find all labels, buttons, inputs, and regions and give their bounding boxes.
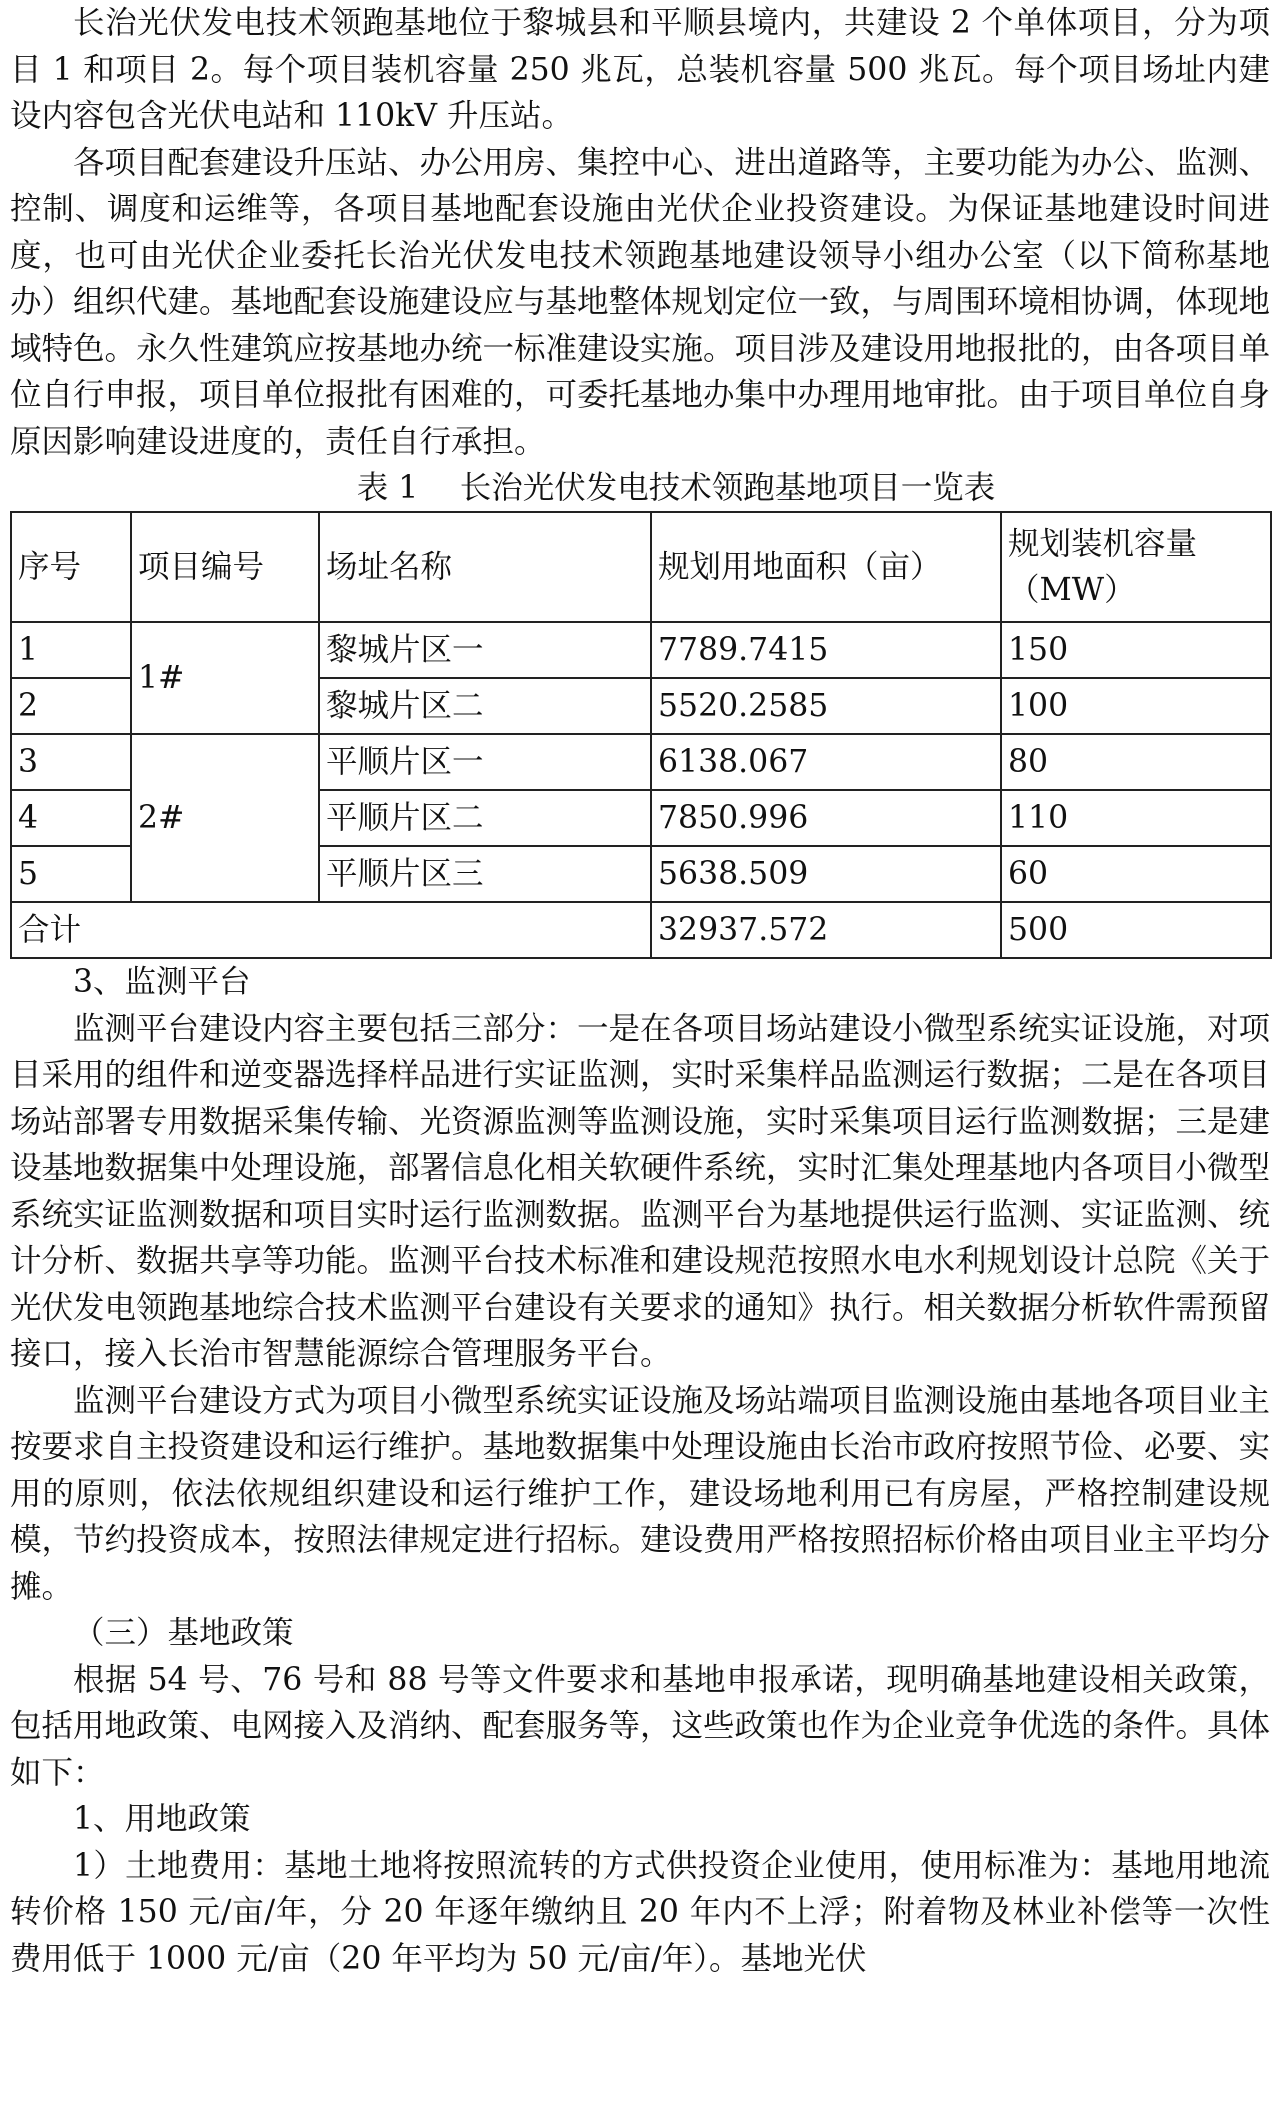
cell-capacity: 80 (1001, 734, 1271, 790)
paragraph-land-fee: 1）土地费用：基地土地将按照流转的方式供投资企业使用，使用标准为：基地用地流转价格 150 元/亩/年，分 20 年逐年缴纳且 20 年内不上浮；附着物及林业补偿等一次性费用低于 1000 元/亩（20 年平均为 50 元/亩/年）。基地光伏 (10, 1847, 1270, 1977)
cell-project: 2# (131, 734, 319, 902)
cell-capacity: 150 (1001, 622, 1271, 678)
header-seq: 序号 (11, 512, 131, 622)
table-total-row (11, 902, 1271, 958)
table-caption: 表 1 长治光伏发电技术领跑基地项目一览表 (356, 470, 996, 506)
cell-seq: 4 (11, 790, 131, 846)
header-area: 规划用地面积（亩） (651, 512, 1001, 622)
project-table (10, 511, 1272, 959)
cell-site: 平顺片区二 (319, 790, 651, 846)
paragraph-monitoring-method: 监测平台建设方式为项目小微型系统实证设施及场站端项目监测设施由基地各项目业主按要求自主投资建设和运行维护。基地数据集中处理设施由长治市政府按照节俭、必要、实用的原则，依法依规组织建设和运行维护工作，建设场地利用已有房屋，严格控制建设规模，节约投资成本，按照法律规定进行招标。建设费用严格按照招标价格由项目业主平均分摊。 (10, 1382, 1271, 1605)
paragraph-monitoring-content: 监测平台建设内容主要包括三部分：一是在各项目场站建设小微型系统实证设施，对项目采用的组件和逆变器选择样品进行实证监测，实时采集样品监测运行数据；二是在各项目场站部署专用数据采集传输、光资源监测等监测设施，实时采集项目运行监测数据；三是建设基地数据集中处理设施，部署信息化相关软硬件系统，实时汇集处理基地内各项目小微型系统实证监测数据和项目实时运行监测数据。监测平台为基地提供运行监测、实证监测、统计分析、数据共享等功能。监测平台技术标准和建设规范按照水电水利规划设计总院《关于光伏发电领跑基地综合技术监测平台建设有关要求的通知》执行。相关数据分析软件需预留接口，接入长治市智慧能源综合管理服务平台。 (10, 1010, 1271, 1372)
section-heading-monitoring: 3、监测平台 (73, 964, 251, 1000)
table-row (11, 622, 1271, 678)
cell-seq: 5 (11, 846, 131, 902)
cell-total-capacity: 500 (1001, 902, 1271, 958)
cell-capacity: 60 (1001, 846, 1271, 902)
cell-area: 5520.2585 (651, 678, 1001, 734)
cell-seq: 3 (11, 734, 131, 790)
table-header-row (11, 512, 1271, 622)
header-project: 项目编号 (131, 512, 319, 622)
cell-seq: 2 (11, 678, 131, 734)
cell-site: 平顺片区三 (319, 846, 651, 902)
cell-area: 7789.7415 (651, 622, 1001, 678)
cell-area: 5638.509 (651, 846, 1001, 902)
header-site: 场址名称 (319, 512, 651, 622)
cell-total-label: 合计 (11, 902, 651, 958)
paragraph-policy-intro: 根据 54 号、76 号和 88 号等文件要求和基地申报承诺，现明确基地建设相关政策，包括用地政策、电网接入及消纳、配套服务等，这些政策也作为企业竞争优选的条件。具体如下： (10, 1661, 1271, 1791)
subheading-land-policy: 1、用地政策 (73, 1801, 251, 1837)
cell-area: 7850.996 (651, 790, 1001, 846)
cell-site: 平顺片区一 (319, 734, 651, 790)
cell-capacity: 100 (1001, 678, 1271, 734)
cell-total-area: 32937.572 (651, 902, 1001, 958)
table-row (11, 734, 1271, 790)
header-capacity: 规划装机容量（MW） (1001, 512, 1271, 622)
cell-project: 1# (131, 622, 319, 734)
cell-area: 6138.067 (651, 734, 1001, 790)
section-heading-policy: （三）基地政策 (73, 1615, 294, 1651)
paragraph-intro: 长治光伏发电技术领跑基地位于黎城县和平顺县境内，共建设 2 个单体项目，分为项目 1 和项目 2。每个项目装机容量 250 兆瓦，总装机容量 500 兆瓦。每个项目场址内建设内容包含光伏电站和 110kV 升压站。 (10, 5, 1270, 134)
cell-site: 黎城片区一 (319, 622, 651, 678)
cell-seq: 1 (11, 622, 131, 678)
paragraph-facilities: 各项目配套建设升压站、办公用房、集控中心、进出道路等，主要功能为办公、监测、控制、调度和运维等，各项目基地配套设施由光伏企业投资建设。为保证基地建设时间进度，也可由光伏企业委托长治光伏发电技术领跑基地建设领导小组办公室（以下简称基地办）组织代建。基地配套设施建设应与基地整体规划定位一致，与周围环境相协调，体现地域特色。永久性建筑应按基地办统一标准建设实施。项目涉及建设用地报批的，由各项目单位自行申报，项目单位报批有困难的，可委托基地办集中办理用地审批。由于项目单位自身原因影响建设进度的，责任自行承担。 (10, 144, 1271, 460)
cell-capacity: 110 (1001, 790, 1271, 846)
cell-site: 黎城片区二 (319, 678, 651, 734)
